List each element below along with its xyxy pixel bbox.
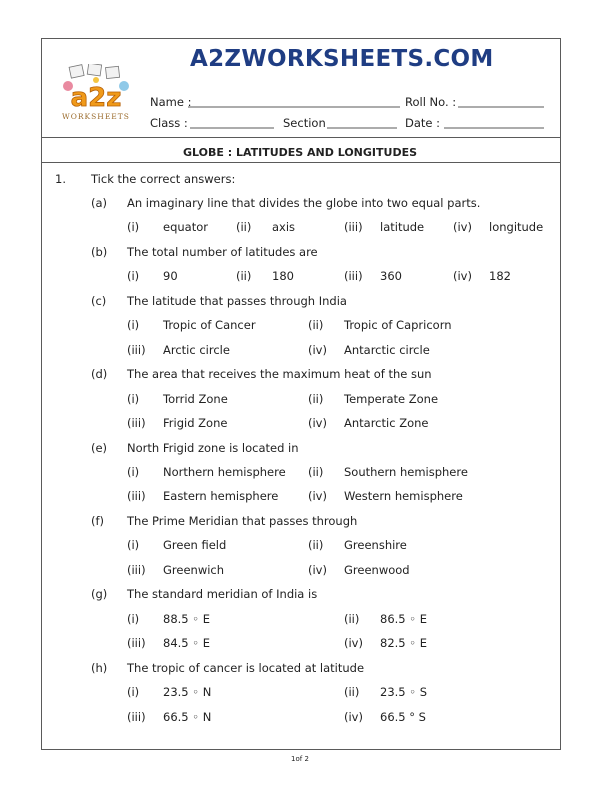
name-label: Name : xyxy=(150,95,192,109)
item-letter: (b) xyxy=(91,245,108,259)
option-text[interactable]: Torrid Zone xyxy=(163,392,228,406)
item-letter: (g) xyxy=(91,587,108,601)
option-text[interactable]: equator xyxy=(163,220,208,234)
option-text[interactable]: latitude xyxy=(380,220,425,234)
option-num: (ii) xyxy=(308,392,324,406)
page-number: 1of 2 xyxy=(291,755,309,763)
option-text[interactable]: Frigid Zone xyxy=(163,416,228,430)
item-text: The standard meridian of India is xyxy=(127,587,318,601)
option-num: (iii) xyxy=(127,636,146,650)
option-num: (iii) xyxy=(127,416,146,430)
option-text[interactable]: Northern hemisphere xyxy=(163,465,286,479)
option-num: (iii) xyxy=(127,343,146,357)
option-num: (iv) xyxy=(453,220,472,234)
item-text: The total number of latitudes are xyxy=(127,245,318,259)
option-text[interactable]: 66.5 ° S xyxy=(380,710,426,724)
option-num: (iii) xyxy=(344,269,363,283)
option-text[interactable]: Arctic circle xyxy=(163,343,230,357)
item-letter: (h) xyxy=(91,661,108,675)
option-num: (ii) xyxy=(308,318,324,332)
option-text[interactable]: Antarctic circle xyxy=(344,343,430,357)
option-num: (ii) xyxy=(236,220,252,234)
site-title: A2ZWORKSHEETS.COM xyxy=(190,46,494,72)
a2z-logo xyxy=(58,64,134,122)
date-line[interactable] xyxy=(444,127,544,129)
option-num: (i) xyxy=(127,685,140,699)
section-label: Section xyxy=(283,116,326,130)
option-num: (ii) xyxy=(236,269,252,283)
option-num: (i) xyxy=(127,318,140,332)
title-divider xyxy=(41,162,561,163)
question-number: 1. xyxy=(55,172,66,186)
item-letter: (c) xyxy=(91,294,107,308)
header-divider xyxy=(41,137,561,138)
option-num: (iv) xyxy=(344,710,363,724)
option-num: (iv) xyxy=(453,269,472,283)
option-text[interactable]: Greenwich xyxy=(163,563,225,577)
item-text: The latitude that passes through India xyxy=(127,294,347,308)
option-text[interactable]: 88.5 ◦ E xyxy=(163,612,210,626)
option-num: (ii) xyxy=(344,612,360,626)
option-num: (iv) xyxy=(308,343,327,357)
option-text[interactable]: Eastern hemisphere xyxy=(163,489,279,503)
svg-text:a2z: a2z xyxy=(70,83,122,113)
section-line[interactable] xyxy=(327,127,397,129)
option-num: (i) xyxy=(127,269,140,283)
option-text[interactable]: 84.5 ◦ E xyxy=(163,636,210,650)
option-text[interactable]: Green field xyxy=(163,538,227,552)
option-num: (iii) xyxy=(344,220,363,234)
option-text[interactable]: 90 xyxy=(163,269,178,283)
option-text[interactable]: Greenwood xyxy=(344,563,410,577)
option-text[interactable]: Temperate Zone xyxy=(344,392,439,406)
option-num: (ii) xyxy=(308,538,324,552)
worksheet-border xyxy=(41,38,561,750)
item-letter: (d) xyxy=(91,367,108,381)
option-num: (i) xyxy=(127,538,140,552)
worksheet-title: GLOBE : LATITUDES AND LONGITUDES xyxy=(182,146,418,159)
option-num: (ii) xyxy=(344,685,360,699)
option-text[interactable]: Antarctic Zone xyxy=(344,416,429,430)
option-text[interactable]: longitude xyxy=(489,220,544,234)
question-instruction: Tick the correct answers: xyxy=(91,172,236,186)
item-letter: (e) xyxy=(91,441,108,455)
item-text: The tropic of cancer is located at latitude xyxy=(127,661,365,675)
roll-label: Roll No. : xyxy=(405,95,457,109)
option-text[interactable]: 360 xyxy=(380,269,402,283)
option-text[interactable]: Tropic of Cancer xyxy=(163,318,256,332)
item-letter: (f) xyxy=(91,514,105,528)
option-num: (iv) xyxy=(308,416,327,430)
option-text[interactable]: Tropic of Capricorn xyxy=(344,318,452,332)
option-num: (i) xyxy=(127,612,140,626)
item-letter: (a) xyxy=(91,196,108,210)
option-num: (iii) xyxy=(127,563,146,577)
item-text: An imaginary line that divides the globe into two equal parts. xyxy=(127,196,481,210)
option-text[interactable]: Greenshire xyxy=(344,538,407,552)
option-num: (iv) xyxy=(308,563,327,577)
option-num: (i) xyxy=(127,220,140,234)
option-num: (ii) xyxy=(308,465,324,479)
option-num: (iv) xyxy=(308,489,327,503)
roll-line[interactable] xyxy=(458,106,544,108)
option-num: (i) xyxy=(127,465,140,479)
item-text: The Prime Meridian that passes through xyxy=(127,514,358,528)
name-line[interactable] xyxy=(188,106,400,108)
date-label: Date : xyxy=(405,116,441,130)
option-num: (i) xyxy=(127,392,140,406)
option-text[interactable]: 23.5 ◦ N xyxy=(163,685,212,699)
class-label: Class : xyxy=(150,116,188,130)
svg-text:WORKSHEETS: WORKSHEETS xyxy=(62,112,130,121)
option-text[interactable]: Western hemisphere xyxy=(344,489,463,503)
option-text[interactable]: axis xyxy=(272,220,296,234)
option-num: (iii) xyxy=(127,710,146,724)
item-text: The area that receives the maximum heat of the sun xyxy=(127,367,432,381)
option-text[interactable]: 23.5 ◦ S xyxy=(380,685,427,699)
option-num: (iii) xyxy=(127,489,146,503)
option-text[interactable]: 180 xyxy=(272,269,294,283)
option-text[interactable]: 82.5 ◦ E xyxy=(380,636,427,650)
option-text[interactable]: 66.5 ◦ N xyxy=(163,710,212,724)
option-text[interactable]: Southern hemisphere xyxy=(344,465,468,479)
class-line[interactable] xyxy=(190,127,274,129)
option-num: (iv) xyxy=(344,636,363,650)
option-text[interactable]: 86.5 ◦ E xyxy=(380,612,427,626)
item-text: North Frigid zone is located in xyxy=(127,441,299,455)
option-text[interactable]: 182 xyxy=(489,269,511,283)
